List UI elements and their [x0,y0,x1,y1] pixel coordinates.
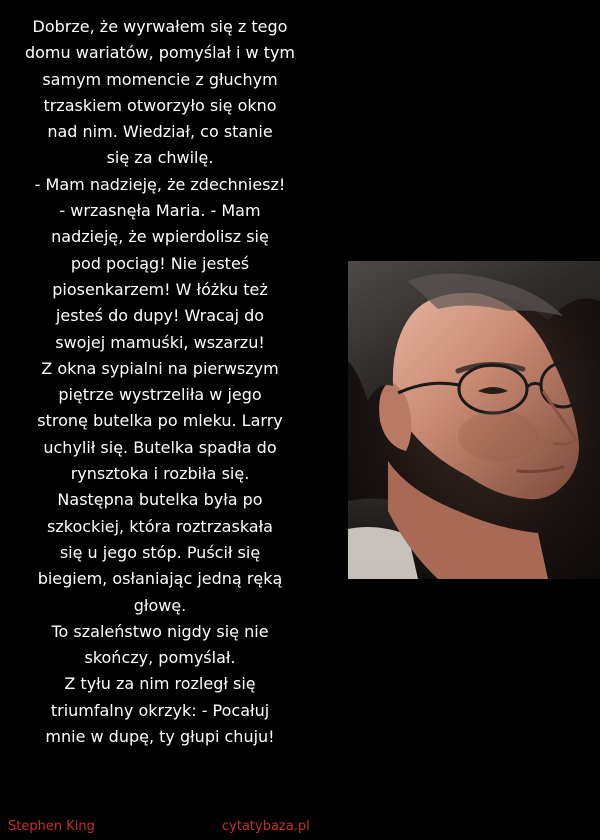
quote-line: triumfalny okrzyk: - Pocałuj [50,700,270,720]
quote-line: mnie w dupę, ty głupi chuju! [45,727,275,747]
quote-line: trzaskiem otworzyło się okno [43,95,277,115]
quote-line: się u jego stóp. Puścił się [59,542,261,562]
quote-line: rynsztoka i rozbiła się. [70,464,250,484]
quote-line: nad nim. Wiedział, co stanie [47,122,273,142]
quote-line: skończy, pomyślał. [84,648,236,668]
quote-line: głowę. [133,595,187,615]
quote-line: się za chwilę. [106,148,214,168]
author-name[interactable]: Stephen King [8,819,95,834]
quote-line: Dobrze, że wyrwałem się z tego [32,17,288,36]
quote-line: biegiem, osłaniając jedną ręką [37,569,283,589]
quote-line: - Mam nadzieję, że zdechniesz! [34,174,286,194]
quote-line: domu wariatów, pomyślał i w tym [24,43,296,63]
author-portrait [348,261,600,579]
site-name[interactable]: cytatybaza.pl [222,819,310,834]
quote-line: Następna butelka była po [57,490,263,510]
quote-line: Z tyłu za nim rozległ się [64,674,256,694]
quote-line: Z okna sypialni na pierwszym [41,358,279,378]
quote-line: jesteś do dupy! Wracaj do [55,306,265,326]
quote-line: To szaleństwo nigdy się nie [51,621,269,641]
quote-line: nadzieję, że wpierdolisz się [51,227,269,247]
quote-line: uchylił się. Butelka spadła do [43,437,277,457]
quote-line: samym momencie z głuchym [42,69,278,89]
quote-line: pod pociąg! Nie jesteś [70,253,250,273]
quote-line: stronę butelka po mleku. Larry [37,411,283,431]
quote-line: piętrze wystrzeliła w jego [58,385,262,405]
quote-line: - wrzasnęła Maria. - Mam [59,201,261,221]
quote-line: piosenkarzem! W łóżku też [52,279,268,299]
quote-text [10,14,310,750]
quote-line: swojej mamuśki, wszarzu! [55,332,265,352]
quote-line: szkockiej, która roztrzaskała [47,516,273,536]
